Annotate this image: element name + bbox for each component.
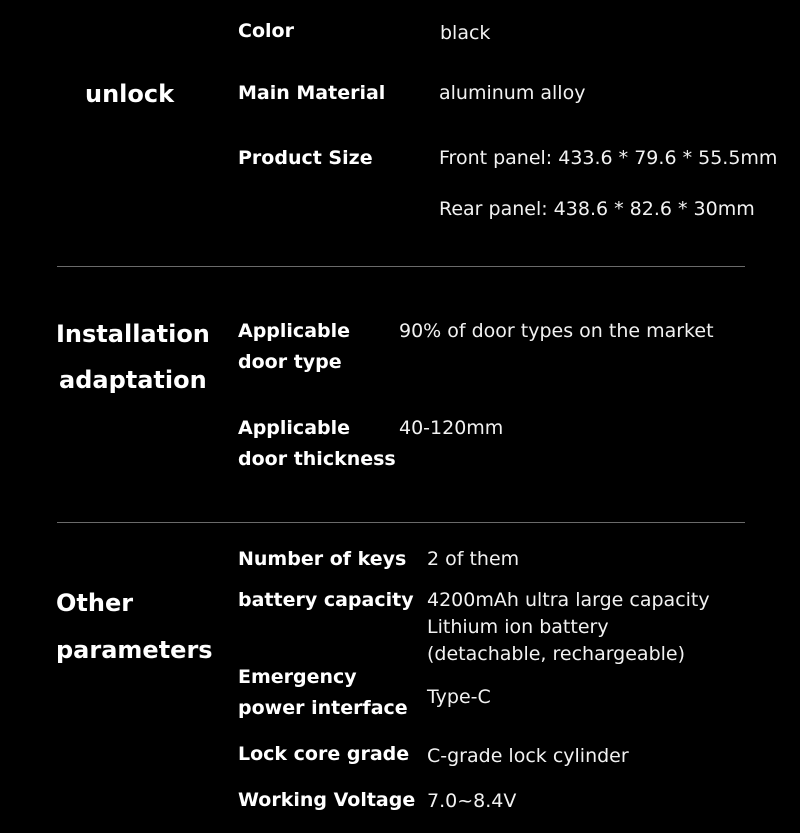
- spec-label-product-size: Product Size: [238, 147, 373, 169]
- spec-label-door-type-line1: Applicable: [238, 320, 351, 342]
- spec-value-battery-line3: (detachable, rechargeable): [427, 643, 686, 665]
- spec-label-door-type-line2: door type: [238, 351, 342, 373]
- spec-label-emergency-line1: Emergency: [238, 666, 357, 688]
- section-title-installation-line2: adaptation: [59, 366, 207, 394]
- spec-value-working-voltage: 7.0~8.4V: [427, 790, 517, 812]
- spec-label-emergency-line2: power interface: [238, 697, 408, 719]
- spec-label-number-of-keys: Number of keys: [238, 548, 407, 570]
- spec-label-working-voltage: Working Voltage: [238, 789, 416, 811]
- spec-label-door-thickness-line2: door thickness: [238, 448, 396, 470]
- spec-value-number-of-keys: 2 of them: [427, 548, 520, 570]
- spec-value-color: black: [440, 22, 491, 44]
- spec-value-battery-line1: 4200mAh ultra large capacity: [427, 589, 710, 611]
- spec-value-main-material: aluminum alloy: [439, 82, 586, 104]
- spec-label-lock-core-grade: Lock core grade: [238, 743, 410, 765]
- spec-value-door-type: 90% of door types on the market: [399, 320, 714, 342]
- spec-label-main-material: Main Material: [238, 82, 386, 104]
- spec-value-door-thickness: 40-120mm: [399, 417, 504, 439]
- spec-value-rear-panel: Rear panel: 438.6 * 82.6 * 30mm: [439, 198, 755, 220]
- section-title-installation-line1: Installation: [56, 320, 210, 348]
- spec-value-front-panel: Front panel: 433.6 * 79.6 * 55.5mm: [439, 147, 778, 169]
- section-title-other-line1: Other: [56, 589, 134, 617]
- section-title-unlock: unlock: [85, 80, 175, 108]
- section-title-other-line2: parameters: [56, 636, 213, 664]
- spec-label-door-thickness-line1: Applicable: [238, 417, 351, 439]
- spec-value-emergency-interface: Type-C: [427, 686, 491, 708]
- section-divider: [57, 266, 745, 267]
- spec-label-color: Color: [238, 20, 294, 42]
- spec-value-lock-core-grade: C-grade lock cylinder: [427, 745, 629, 767]
- spec-label-battery-capacity: battery capacity: [238, 589, 414, 611]
- section-divider: [57, 522, 745, 523]
- spec-value-battery-line2: Lithium ion battery: [427, 616, 609, 638]
